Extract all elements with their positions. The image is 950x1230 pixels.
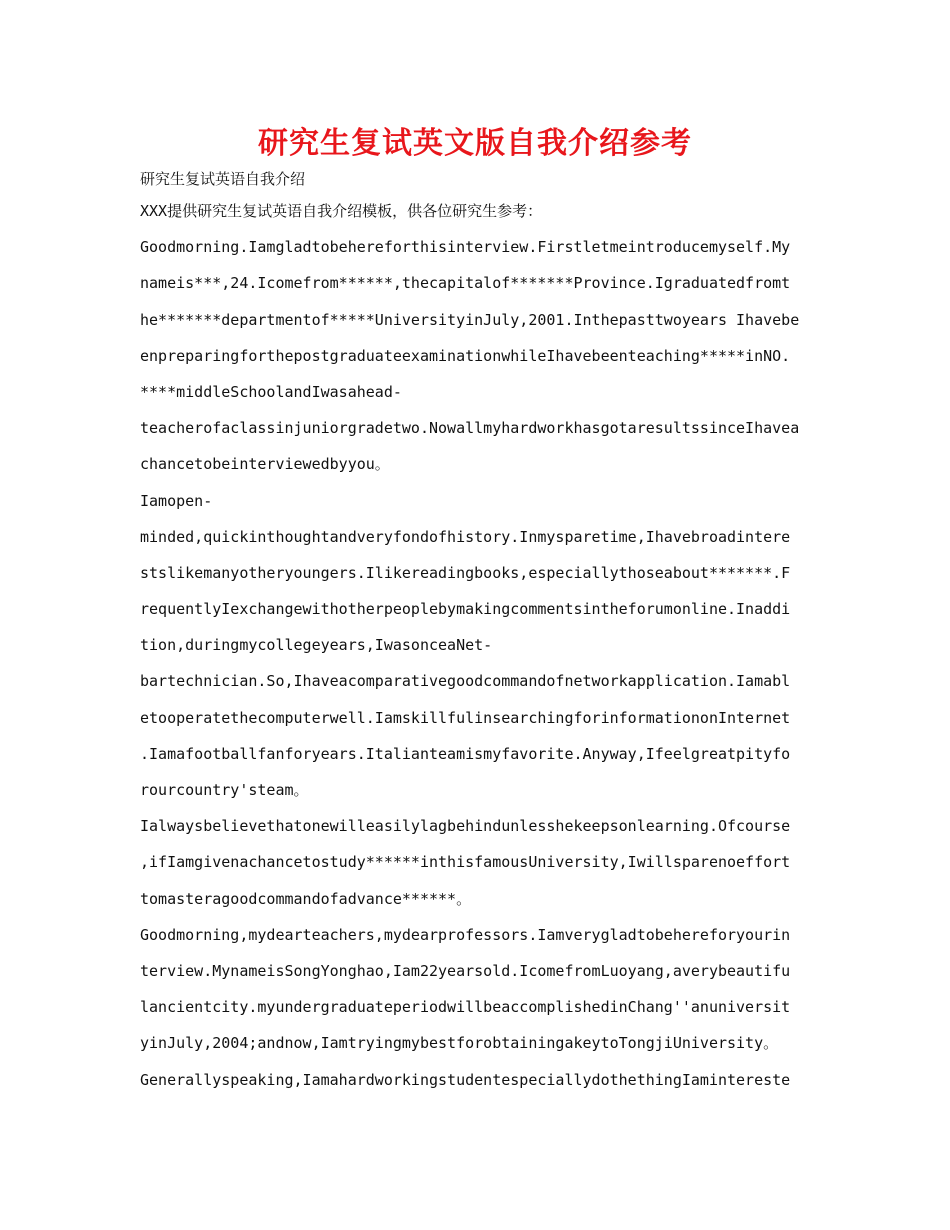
text-line: terview.MynameisSongYonghao,Iam22yearsold.IcomefromLuoyang,averybeautifu (140, 961, 791, 980)
text-line: Goodmorning,mydearteachers,mydearprofessors.Iamverygladtobehereforyourin (140, 925, 791, 944)
text-line: stslikemanyotheryoungers.Ilikereadingbooks,especiallythoseabout*******.F (140, 563, 791, 582)
document-body (140, 166, 815, 1103)
text-line: XXX提供研究生复试英语自我介绍模板，供各位研究生参考： (140, 202, 543, 220)
text-line: .Iamafootballfanforyears.Italianteamismyfavorite.Anyway,Ifeelgreatpityfo (140, 744, 791, 763)
text-line: chancetobeinterviewedbyyou。 (140, 455, 390, 474)
text-line: Iamopen- (140, 491, 213, 510)
text-line: Goodmorning.Iamgladtobehereforthisinterview.Firstletmeintroducemyself.My (140, 238, 791, 257)
text-line: minded,quickinthoughtandveryfondofhistory.Inmysparetime,Ihavebroadintere (140, 527, 791, 546)
text-line: requentlyIexchangewithotherpeoplebymakingcommentsintheforumonline.Inaddi (140, 600, 791, 619)
text-line: lancientcity.myundergraduateperiodwillbeaccomplishedinChang''anuniversit (140, 998, 791, 1017)
text-line: enpreparingforthepostgraduateexaminationwhileIhavebeenteaching*****inNO. (140, 346, 791, 365)
text-line: nameis***,24.Icomefrom******,thecapitalof*******Province.Igraduatedfromt (140, 274, 791, 293)
text-line: 研究生复试英语自我介绍 (140, 170, 306, 188)
text-line: etooperatethecomputerwell.IamskillfulinsearchingforinformationonInternet (140, 708, 791, 727)
text-line: teacherofaclassinjuniorgradetwo.NowallmyhardworkhasgotaresultssinceIhavea (140, 419, 800, 438)
text-line: bartechnician.So,Ihaveacomparativegoodcommandofnetworkapplication.Iamabl (140, 672, 791, 691)
text-line: he*******departmentof*****UniversityinJuly,2001.Inthepasttwoyears Ihavebe (140, 310, 800, 329)
text-line: Generallyspeaking,IamahardworkingstudentespeciallydothethingIamintereste (140, 1070, 791, 1089)
text-line: ,ifIamgivenachancetostudy******inthisfamousUniversity,Iwillsparenoeffort (140, 853, 791, 872)
text-line: tomasteragoodcommandofadvance******。 (140, 889, 472, 908)
document-title: 研究生复试英文版自我介绍参考 (258, 126, 692, 161)
text-line: Ialwaysbelievethatonewilleasilylagbehindunlesshekeepsonlearning.Ofcourse (140, 817, 791, 836)
text-line: ****middleSchoolandIwasahead- (140, 382, 402, 401)
text-line: rourcountry'steam。 (140, 781, 309, 799)
text-line: tion,duringmycollegeyears,IwasonceaNet- (140, 636, 493, 655)
text-line: yinJuly,2004;andnow,IamtryingmybestforobtainingakeytoTongjiUniversity。 (140, 1034, 779, 1053)
